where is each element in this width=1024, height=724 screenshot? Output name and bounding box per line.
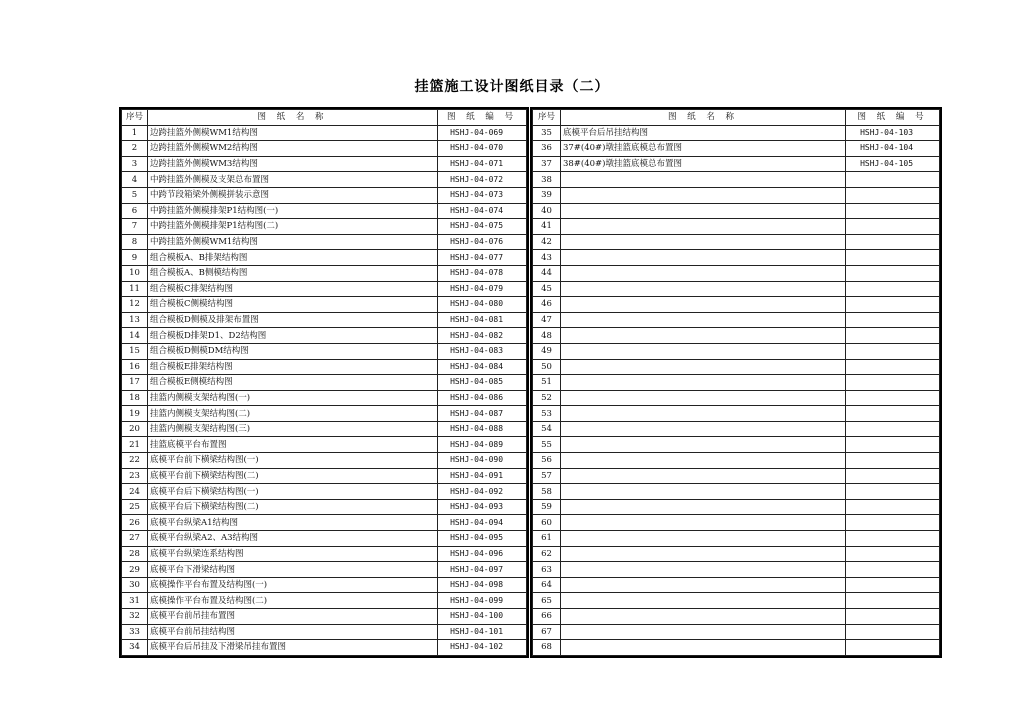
row-drawing-code: HSHJ-04-086: [438, 390, 527, 406]
row-drawing-code: HSHJ-04-104: [846, 141, 940, 157]
row-drawing-name: 底模平台纵梁A2、A3结构图: [147, 531, 437, 547]
row-drawing-name: 底模平台后吊挂及下滑梁吊挂布置图: [147, 640, 437, 656]
row-index: 38: [533, 172, 561, 188]
table-row: [122, 234, 527, 250]
row-drawing-code: HSHJ-04-071: [438, 156, 527, 172]
row-drawing-name: 底模操作平台布置及结构图(二): [147, 593, 437, 609]
row-index: 42: [533, 234, 561, 250]
index-table-right: [530, 107, 942, 658]
row-index: 47: [533, 312, 561, 328]
table-header-row: [122, 110, 527, 126]
table-row: [533, 125, 940, 141]
table-row: [533, 453, 940, 469]
row-drawing-code: HSHJ-04-099: [438, 593, 527, 609]
row-drawing-name: [560, 265, 845, 281]
table-row: [533, 156, 940, 172]
row-drawing-code: HSHJ-04-088: [438, 421, 527, 437]
row-drawing-code: [846, 328, 940, 344]
row-drawing-name: [560, 328, 845, 344]
table-row: [122, 609, 527, 625]
row-drawing-name: 底模平台下滑梁结构图: [147, 562, 437, 578]
table-row: [122, 484, 527, 500]
row-drawing-code: HSHJ-04-073: [438, 187, 527, 203]
row-drawing-code: HSHJ-04-100: [438, 609, 527, 625]
row-drawing-name: 组合模板D侧模DM结构图: [147, 343, 437, 359]
table-header-row: [533, 110, 940, 126]
table-row: [533, 421, 940, 437]
row-index: 57: [533, 468, 561, 484]
row-drawing-name: [560, 640, 845, 656]
row-index: 41: [533, 219, 561, 235]
header-name: 图 纸 名 称: [147, 110, 437, 126]
row-drawing-code: [846, 187, 940, 203]
row-index: 65: [533, 593, 561, 609]
index-table-left: [119, 107, 529, 658]
row-index: 1: [122, 125, 148, 141]
row-drawing-name: [560, 297, 845, 313]
row-drawing-code: [846, 375, 940, 391]
row-drawing-code: [846, 640, 940, 656]
row-drawing-name: 底模平台纵梁A1结构图: [147, 515, 437, 531]
table-row: [533, 468, 940, 484]
index-table-left-grid: [121, 109, 527, 656]
row-drawing-name: [560, 203, 845, 219]
row-drawing-name: 挂篮内侧模支架结构图(一): [147, 390, 437, 406]
row-drawing-code: HSHJ-04-101: [438, 624, 527, 640]
header-index: 序号: [533, 110, 561, 126]
table-row: [122, 359, 527, 375]
row-drawing-name: 组合模板A、B排架结构图: [147, 250, 437, 266]
row-drawing-name: 底模平台前吊挂布置图: [147, 609, 437, 625]
row-drawing-name: 底模平台后下横梁结构图(二): [147, 499, 437, 515]
row-drawing-code: [846, 359, 940, 375]
row-index: 17: [122, 375, 148, 391]
table-row: [122, 640, 527, 656]
row-drawing-name: [560, 343, 845, 359]
row-index: 12: [122, 297, 148, 313]
row-drawing-name: [560, 484, 845, 500]
row-drawing-code: [846, 453, 940, 469]
table-row: [122, 515, 527, 531]
row-drawing-code: HSHJ-04-103: [846, 125, 940, 141]
table-row: [122, 265, 527, 281]
row-index: 62: [533, 546, 561, 562]
row-drawing-code: HSHJ-04-097: [438, 562, 527, 578]
row-drawing-name: 底模平台前下横梁结构图(一): [147, 453, 437, 469]
row-drawing-code: HSHJ-04-092: [438, 484, 527, 500]
row-drawing-name: 37#(40#)墩挂篮底模总布置图: [560, 141, 845, 157]
table-row: [533, 406, 940, 422]
table-row: [122, 499, 527, 515]
row-index: 54: [533, 421, 561, 437]
table-row: [533, 172, 940, 188]
table-row: [122, 375, 527, 391]
row-index: 10: [122, 265, 148, 281]
table-row: [122, 172, 527, 188]
table-row: [533, 515, 940, 531]
row-index: 56: [533, 453, 561, 469]
row-index: 61: [533, 531, 561, 547]
table-row: [122, 203, 527, 219]
row-drawing-name: 挂篮底模平台布置图: [147, 437, 437, 453]
row-drawing-name: 组合模板A、B侧模结构图: [147, 265, 437, 281]
row-drawing-name: [560, 250, 845, 266]
table-row: [122, 312, 527, 328]
row-drawing-name: 中跨节段箱梁外侧模拼装示意图: [147, 187, 437, 203]
row-drawing-code: [846, 484, 940, 500]
header-name: 图 纸 名 称: [560, 110, 845, 126]
row-drawing-code: [846, 297, 940, 313]
row-drawing-code: [846, 499, 940, 515]
row-drawing-name: 38#(40#)墩挂篮底模总布置图: [560, 156, 845, 172]
row-drawing-code: [846, 562, 940, 578]
row-index: 36: [533, 141, 561, 157]
row-drawing-name: [560, 531, 845, 547]
row-drawing-name: [560, 172, 845, 188]
row-drawing-name: [560, 187, 845, 203]
row-drawing-name: 中跨挂篮外侧模及支架总布置图: [147, 172, 437, 188]
row-drawing-code: HSHJ-04-082: [438, 328, 527, 344]
row-drawing-name: [560, 609, 845, 625]
table-row: [122, 406, 527, 422]
row-drawing-code: HSHJ-04-080: [438, 297, 527, 313]
table-row: [533, 359, 940, 375]
row-index: 37: [533, 156, 561, 172]
row-drawing-code: HSHJ-04-084: [438, 359, 527, 375]
table-row: [122, 562, 527, 578]
row-drawing-code: [846, 624, 940, 640]
table-row: [122, 593, 527, 609]
row-drawing-code: HSHJ-04-096: [438, 546, 527, 562]
row-drawing-code: [846, 172, 940, 188]
row-index: 64: [533, 577, 561, 593]
row-drawing-name: [560, 312, 845, 328]
row-index: 28: [122, 546, 148, 562]
row-index: 67: [533, 624, 561, 640]
row-drawing-code: HSHJ-04-093: [438, 499, 527, 515]
table-row: [533, 312, 940, 328]
row-index: 31: [122, 593, 148, 609]
row-drawing-code: [846, 406, 940, 422]
row-index: 9: [122, 250, 148, 266]
row-index: 21: [122, 437, 148, 453]
table-row: [122, 531, 527, 547]
row-index: 3: [122, 156, 148, 172]
row-index: 58: [533, 484, 561, 500]
row-drawing-name: 中跨挂篮外侧模排架P1结构图(一): [147, 203, 437, 219]
row-index: 35: [533, 125, 561, 141]
row-index: 7: [122, 219, 148, 235]
table-row: [533, 390, 940, 406]
row-index: 45: [533, 281, 561, 297]
row-drawing-code: [846, 281, 940, 297]
row-drawing-name: [560, 468, 845, 484]
row-drawing-name: [560, 562, 845, 578]
row-drawing-name: 边跨挂篮外侧模WM3结构图: [147, 156, 437, 172]
row-drawing-name: [560, 515, 845, 531]
row-drawing-name: [560, 281, 845, 297]
page-title: 挂篮施工设计图纸目录（二）: [414, 79, 610, 95]
row-index: 32: [122, 609, 148, 625]
row-index: 8: [122, 234, 148, 250]
row-drawing-name: [560, 359, 845, 375]
row-index: 51: [533, 375, 561, 391]
table-row: [533, 577, 940, 593]
row-drawing-code: HSHJ-04-072: [438, 172, 527, 188]
table-row: [533, 297, 940, 313]
row-drawing-code: HSHJ-04-070: [438, 141, 527, 157]
table-row: [533, 265, 940, 281]
row-drawing-name: 边跨挂篮外侧模WM1结构图: [147, 125, 437, 141]
row-drawing-name: 底模平台前下横梁结构图(二): [147, 468, 437, 484]
row-index: 4: [122, 172, 148, 188]
table-row: [533, 609, 940, 625]
row-index: 34: [122, 640, 148, 656]
row-index: 19: [122, 406, 148, 422]
row-index: 48: [533, 328, 561, 344]
table-row: [122, 437, 527, 453]
table-row: [533, 203, 940, 219]
table-row: [533, 640, 940, 656]
table-row: [533, 375, 940, 391]
row-index: 30: [122, 577, 148, 593]
row-drawing-code: [846, 390, 940, 406]
row-drawing-code: HSHJ-04-083: [438, 343, 527, 359]
row-index: 2: [122, 141, 148, 157]
table-row: [122, 577, 527, 593]
row-drawing-name: 边跨挂篮外侧模WM2结构图: [147, 141, 437, 157]
table-row: [533, 343, 940, 359]
table-row: [533, 281, 940, 297]
row-drawing-name: 挂篮内侧模支架结构图(二): [147, 406, 437, 422]
table-row: [122, 156, 527, 172]
row-drawing-code: [846, 609, 940, 625]
row-drawing-name: [560, 577, 845, 593]
row-drawing-name: [560, 234, 845, 250]
table-row: [533, 250, 940, 266]
row-index: 44: [533, 265, 561, 281]
table-row: [533, 437, 940, 453]
table-row: [533, 546, 940, 562]
row-index: 55: [533, 437, 561, 453]
table-row: [122, 624, 527, 640]
table-row: [122, 421, 527, 437]
row-drawing-code: HSHJ-04-095: [438, 531, 527, 547]
row-drawing-name: 组合模板C侧模结构图: [147, 297, 437, 313]
row-index: 27: [122, 531, 148, 547]
table-row: [122, 343, 527, 359]
row-drawing-code: [846, 312, 940, 328]
row-index: 39: [533, 187, 561, 203]
row-drawing-name: [560, 624, 845, 640]
row-drawing-code: HSHJ-04-074: [438, 203, 527, 219]
row-index: 6: [122, 203, 148, 219]
table-row: [533, 141, 940, 157]
row-drawing-name: 挂篮内侧模支架结构图(三): [147, 421, 437, 437]
header-code: 图 纸 编 号: [846, 110, 940, 126]
row-index: 11: [122, 281, 148, 297]
row-drawing-code: HSHJ-04-090: [438, 453, 527, 469]
row-drawing-code: [846, 437, 940, 453]
table-row: [533, 187, 940, 203]
row-drawing-code: HSHJ-04-091: [438, 468, 527, 484]
row-drawing-code: [846, 219, 940, 235]
row-drawing-code: HSHJ-04-094: [438, 515, 527, 531]
row-index: 49: [533, 343, 561, 359]
row-index: 68: [533, 640, 561, 656]
table-row: [122, 281, 527, 297]
row-index: 59: [533, 499, 561, 515]
row-drawing-name: [560, 593, 845, 609]
row-index: 53: [533, 406, 561, 422]
table-row: [533, 562, 940, 578]
row-drawing-name: 底模平台前吊挂结构图: [147, 624, 437, 640]
row-index: 26: [122, 515, 148, 531]
row-drawing-code: HSHJ-04-102: [438, 640, 527, 656]
row-drawing-name: [560, 219, 845, 235]
table-row: [122, 328, 527, 344]
row-index: 20: [122, 421, 148, 437]
row-index: 13: [122, 312, 148, 328]
table-row: [533, 219, 940, 235]
index-table-right-grid: [532, 109, 940, 656]
row-index: 33: [122, 624, 148, 640]
row-drawing-name: [560, 421, 845, 437]
row-drawing-name: [560, 437, 845, 453]
row-drawing-code: [846, 421, 940, 437]
row-drawing-code: [846, 515, 940, 531]
row-drawing-name: [560, 453, 845, 469]
row-index: 66: [533, 609, 561, 625]
table-row: [122, 250, 527, 266]
row-index: 24: [122, 484, 148, 500]
table-row: [533, 328, 940, 344]
row-drawing-name: [560, 390, 845, 406]
row-index: 50: [533, 359, 561, 375]
row-drawing-name: [560, 406, 845, 422]
table-row: [533, 484, 940, 500]
row-drawing-code: HSHJ-04-075: [438, 219, 527, 235]
table-row: [122, 187, 527, 203]
row-drawing-name: 组合模板E侧模结构图: [147, 375, 437, 391]
row-index: 43: [533, 250, 561, 266]
row-drawing-name: 中跨挂篮外侧模排架P1结构图(二): [147, 219, 437, 235]
row-drawing-code: HSHJ-04-069: [438, 125, 527, 141]
header-index: 序号: [122, 110, 148, 126]
row-index: 18: [122, 390, 148, 406]
row-drawing-code: [846, 203, 940, 219]
row-index: 52: [533, 390, 561, 406]
row-drawing-code: [846, 468, 940, 484]
row-drawing-code: HSHJ-04-105: [846, 156, 940, 172]
row-drawing-code: HSHJ-04-079: [438, 281, 527, 297]
row-index: 40: [533, 203, 561, 219]
row-index: 5: [122, 187, 148, 203]
row-drawing-code: [846, 250, 940, 266]
row-drawing-code: [846, 265, 940, 281]
row-drawing-code: HSHJ-04-085: [438, 375, 527, 391]
row-drawing-code: HSHJ-04-089: [438, 437, 527, 453]
row-index: 22: [122, 453, 148, 469]
row-drawing-name: 底模平台纵梁连系结构图: [147, 546, 437, 562]
row-drawing-name: 底模平台后下横梁结构图(一): [147, 484, 437, 500]
table-row: [122, 468, 527, 484]
table-row: [122, 125, 527, 141]
row-drawing-code: [846, 343, 940, 359]
row-index: 46: [533, 297, 561, 313]
row-index: 14: [122, 328, 148, 344]
row-index: 63: [533, 562, 561, 578]
table-row: [122, 390, 527, 406]
row-drawing-name: [560, 546, 845, 562]
row-drawing-name: 组合模板D排架D1、D2结构图: [147, 328, 437, 344]
row-drawing-code: HSHJ-04-078: [438, 265, 527, 281]
row-drawing-code: HSHJ-04-081: [438, 312, 527, 328]
row-drawing-code: [846, 531, 940, 547]
table-row: [122, 453, 527, 469]
row-drawing-name: 中跨挂篮外侧模WM1结构图: [147, 234, 437, 250]
row-drawing-name: 组合模板E排架结构图: [147, 359, 437, 375]
row-index: 60: [533, 515, 561, 531]
row-drawing-code: HSHJ-04-076: [438, 234, 527, 250]
row-drawing-name: 组合模板D侧模及排架布置图: [147, 312, 437, 328]
header-code: 图 纸 编 号: [438, 110, 527, 126]
table-row: [533, 499, 940, 515]
row-index: 23: [122, 468, 148, 484]
row-drawing-code: [846, 546, 940, 562]
row-drawing-code: [846, 577, 940, 593]
row-drawing-name: 底模平台后吊挂结构图: [560, 125, 845, 141]
table-row: [122, 219, 527, 235]
table-row: [533, 624, 940, 640]
row-index: 29: [122, 562, 148, 578]
row-drawing-name: 底模操作平台布置及结构图(一): [147, 577, 437, 593]
row-index: 15: [122, 343, 148, 359]
row-drawing-code: HSHJ-04-077: [438, 250, 527, 266]
row-drawing-name: [560, 499, 845, 515]
row-drawing-code: [846, 593, 940, 609]
table-row: [122, 546, 527, 562]
row-index: 25: [122, 499, 148, 515]
row-drawing-name: 组合模板C排架结构图: [147, 281, 437, 297]
table-row: [533, 234, 940, 250]
table-row: [122, 141, 527, 157]
row-drawing-code: HSHJ-04-087: [438, 406, 527, 422]
table-row: [122, 297, 527, 313]
row-drawing-code: HSHJ-04-098: [438, 577, 527, 593]
table-row: [533, 531, 940, 547]
row-drawing-name: [560, 375, 845, 391]
row-drawing-code: [846, 234, 940, 250]
table-row: [533, 593, 940, 609]
row-index: 16: [122, 359, 148, 375]
